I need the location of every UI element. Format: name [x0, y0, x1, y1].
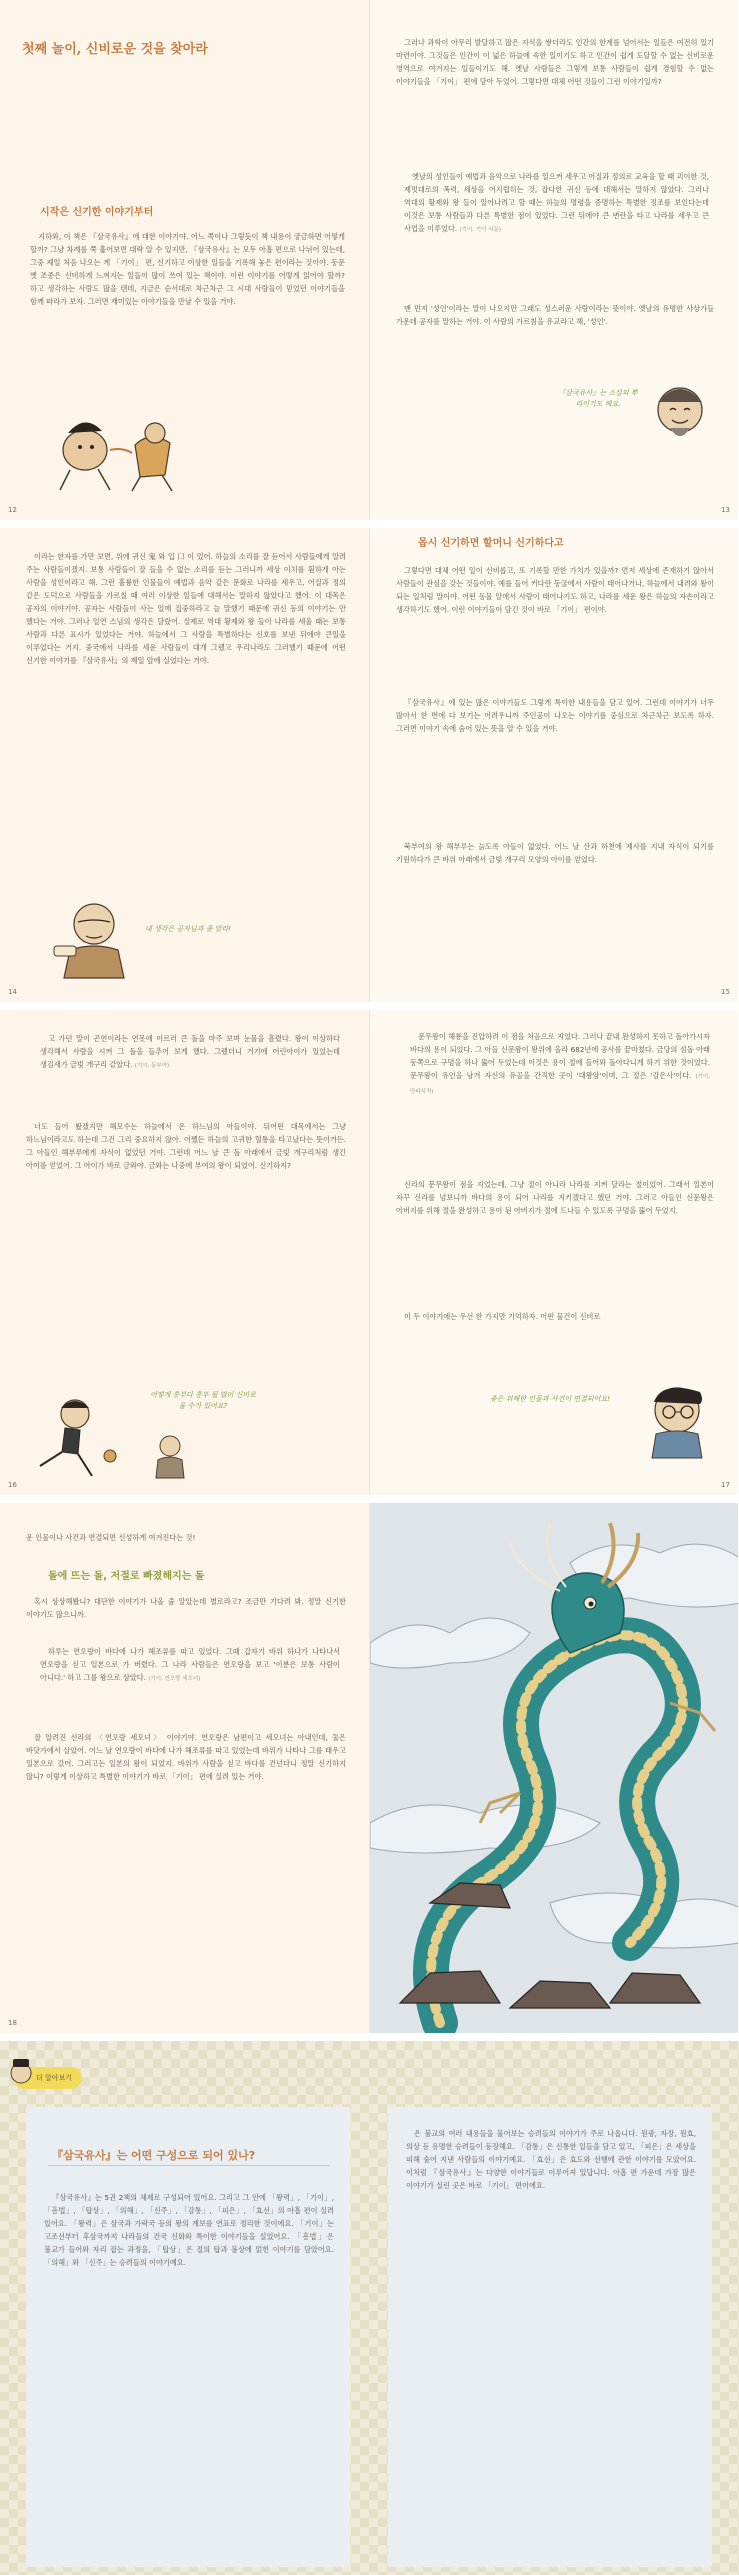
illustration-smiling-scholar [640, 370, 720, 450]
page-13-quote [404, 170, 709, 237]
spread-pages-16-17 [0, 1010, 739, 1495]
feature-samguk-yusa-structure [0, 2041, 739, 2575]
section-title-mystery: 몹시 신기하면 할머니 신기하다고 [418, 538, 564, 549]
page-number-13: 13 [721, 506, 730, 514]
feature-title: 『삼국유사』는 어떤 구성으로 되어 있나? [52, 2149, 256, 2162]
page-18-quote [40, 1645, 340, 1686]
page-19-dragon-illustration [369, 1503, 738, 2033]
page-14 [0, 528, 369, 1002]
quote-source: (기이, 만파식적) [410, 1074, 710, 1095]
page-16 [0, 1010, 369, 1495]
feature-box-left [26, 2107, 350, 2567]
page-13-body-1: 그러나 과학이 아무리 발달하고 많은 지식을 쌓더라도 인간의 한계를 넘어서는 일들은 여전히 있기 마련이야. 그것들은 인간이 이 넓은 하늘에 속한 일이기도 하고 인간이 쉽게 도달할 수 없는 신비로운 영역으로 여겨지는 일들이기도 해. 옛날 사람들은 그렇게 보통 사람들이 쉽게 경험할 수 없는 이야기들을 「기이」 편에 담아 두었어. 그렇다면 대체 어떤 것들이 그런 이야기일까? [396, 38, 714, 86]
page-17-body-3: 이 두 이야기에는 우선 한 가지만 기억하자. 어떤 물건이 신비로 [404, 1312, 601, 1321]
quote-source: (기이, 동부여) [134, 1063, 170, 1069]
page-18 [0, 1503, 369, 2033]
illustration-glasses-man [632, 1370, 722, 1460]
feature-left-body: 『삼국유사』는 5권 2책의 체제로 구성되어 있어요. 그리고 그 안에 「왕력」, 「기이」, 「흥법」, 「탑상」, 「의해」, 「신주」, 「감통」, 「피은」, 「효선」의 아홉 편이 실려 있어요. 「왕력」은 삼국과 가락국 등의 왕의 계보를 연표로 정리한 것이에요. 「기이」는 고조선부터 후삼국까지 나라들의 건국 신화와 특이한 이야기들을 실었어요. 「흥법」은 불교가 들어와 자리 잡는 과정을, 「탑상」은 절의 탑과 불상에 얽힌 이야기를 담았어요. 「의해」와 「신주」는 승려들의 이야기예요. [44, 2193, 334, 2267]
illustration-blue-dragon [370, 1503, 738, 2033]
caption-how-mysterious: 어떻게 흥부다 흥부 될 말이 신비로울 수가 있어요? [150, 1391, 256, 1410]
section-title-start: 시작은 신기한 이야기부터 [40, 207, 154, 218]
caption-novel-root: 『삼국유사』는 소설의 뿌리이기도 해요. [558, 389, 638, 408]
page-15-body-1: 그렇다면 대체 어떤 일이 신비롭고, 또 기록할 만한 가치가 있을까? 먼저 세상에 존재하기 않아서 사람들이 관심을 갖는 것들이야. 예를 들어 커다란 동굴에서 사람이 태어나거나, 하늘에서 내려와 왕이 되는 일처럼 말이야. 어떤 동물 알에서 사람이 태어나기도 하고, 나라를 세운 왕은 하늘의 자손이라고 생각하기도 했어. 이런 이야기들이 담긴 것이 바로 「기이」 편이야. [396, 566, 714, 614]
chapter-title: 첫째 놀이, 신비로운 것을 찾아라 [22, 42, 208, 57]
page-number-17: 17 [721, 1481, 730, 1489]
spread-pages-18-19 [0, 1503, 739, 2033]
page-18-body-1: 혹시 상상해봤니? 대단한 이야기가 나올 줄 알았는데 별로라고? 조금만 기다려 봐. 정말 신기한 이야기도 많으니까. [26, 1597, 346, 1619]
spread-pages-12-13 [0, 0, 739, 520]
page-18-intro: 운 인물이나 사건과 연결되면 신성하게 여겨진다는 것! [26, 1533, 196, 1542]
page-16-quote [40, 1032, 340, 1073]
page-number-14: 14 [8, 988, 17, 996]
page-14-body: 이라는 한자를 가만 보면, 위에 귀신 鬼 와 입 口 이 있어. 하늘의 소리를 잘 듣어서 사람들에게 알려 주는 사람들이겠지. 보통 사람들이 잘 들을 수 없는 소리를 듣는 그러니까 세상 이치를 훤하게 아는 사람을 성인이라고 해. 그런 훌륭한 인물들이 예법과 음악 같은 문화로 나라를 세우고, 어질과 정의 같은 도덕으로 사람들을 가르칠 때 여러 이상한 일들에 대해서는 말하지 않았다고 했어. 이 대목은 공자의 이야기야. 공자는 사람들이 사는 일에 집중하라고 늘 말했기 때문에 귀신 등의 이야기는 안 했다는 거야. 그러나 일연 스님의 생각은 달랐어. 실제로 역대 황제와 왕 들이 나라를 세울 때는 보통 사람과 다른 표시가 있었다는 거야. 하늘에서 그 사람을 특별하다는 신호를 보낸 뒤에야 큰일을 이루었다는 거지. 중국에서 나라를 세운 사람들이 대개 그랬고 우리나라도 그러했기 때문에 어떤 신기한 이야기를 『삼국유사』의 제일 앞에 실었다는 거야. [26, 552, 346, 665]
quote-text: 고 가던 말이 곤연이라는 연못에 이르러 큰 돌을 마주 보며 눈물을 흘렸다. 왕이 이상하다 생각해서 사람을 시켜 그 돌을 들추어 보게 했다. 그랬더니 거기에 어린아이가 있었는데 생김새가 금빛 개구리 같았다. [40, 1034, 340, 1069]
feature-right-body: 은 불교의 여러 내용들을 물어보는 승려들의 이야기가 주로 나옵니다. 원광, 자장, 원효, 의상 등 유명한 승려들이 등장해요. 「감통」은 신통한 일들을 담고 있고, 「피은」은 세상을 피해 숨어 지낸 사람들의 이야기예요. 「효선」은 효도와 선행에 관한 이야기를 모았어요. 이처럼 『삼국유사』는 다양한 이야기들로 이루어져 있답니다. 아홉 편 가운데 가장 많은 이야기가 실린 곳은 바로 「기이」 편이에요. [406, 2129, 696, 2190]
quote-source: (기이, 기이 서문) [459, 227, 501, 233]
feature-title-rule [48, 2165, 330, 2166]
page-16-body: 너도 들어 봤겠지만 해모수는 하늘에서 온 하느님의 아들이야. 뒤어떤 대목에서는 그냥 하느님이라고도 하는데 그건 그리 중요하지 않아. 어쨌든 하늘의 고귀한 혈통을 타고났다는 뜻이거든. 그 아들인 해부루에게 자식이 없었던 거야. 그런데 어느 날 큰 돌 아래에서 금빛 개구리처럼 생긴 아이를 얻었어. 그 아이가 바로 금와야. 금와는 나중에 부여의 왕이 되었어. 신기하지? [26, 1122, 346, 1170]
page-17-body-2: 신라의 문무왕이 점을 지었는데, 그냥 절이 아니라 나라를 지켜 달라는 절이었어. 그래서 일본이 자꾸 신라를 넘보니까 바다의 용이 되어 나라를 지키겠다고 했던 거야. 그러고 아들인 신문왕은 아버지를 위해 절을 완성하고 용이 된 아버지가 절에 드나들 수 있도록 구멍을 뚫어 두었지. [396, 1180, 714, 1215]
character-head-icon [8, 2057, 34, 2087]
page-number-18: 18 [8, 2019, 17, 2027]
page-15-body-2: 『삼국유사』에 있는 많은 이야기들도 그렇게 특이한 내용들을 담고 있어. 그런데 이야기가 너무 많아서 한 번에 다 보기는 어려우니까 주인공이 나오는 이야기를 중심으로 차근차근 보도록 하자. 그러면 이야기 속에 숨어 있는 뜻을 알 수 있을 거야. [396, 698, 714, 733]
page-number-15: 15 [721, 988, 730, 996]
page-15-body-3: 북부여의 왕 해부루는 늙도록 아들이 없었다. 어느 날 산과 하천에 제사를 지내 자식이 되기를 기원하다가 큰 바위 아래에서 금빛 개구리 모양의 아이를 얻었다. [396, 842, 714, 864]
page-12 [0, 0, 369, 520]
spread-pages-14-15 [0, 528, 739, 1002]
section-title-floating-stone: 돌에 뜨는 돌, 저절로 빠졌해지는 돌 [48, 1571, 205, 1582]
illustration-scholars-chasing [40, 395, 200, 495]
page-number-16: 16 [8, 1481, 17, 1489]
page-15 [369, 528, 738, 1002]
page-17 [369, 1010, 738, 1495]
illustration-kicking-boy [20, 1390, 130, 1480]
quote-source: (기이, 연오랑 세오녀) [148, 1676, 201, 1682]
illustration-small-figure [140, 1430, 200, 1480]
more-info-badge: 더 알아보기 [14, 2067, 82, 2089]
caption-connected-people: 좋은 위해한 인물과 사건이 연결되어요! [490, 1395, 610, 1403]
page-13-body-3: 맨 먼저 '성인'이라는 말이 나오지만 그래도 성스러운 사람이라는 뜻이야. 옛날의 유명한 사상가들 가운데 공자를 말하는 거야. 이 사람의 가르침을 유교라고 해, '성인'. [396, 304, 714, 326]
quote-text: 하루는 연오랑이 바다에 나가 해조류를 따고 있었다. 그때 갑자기 바위 하나가 나타나서 연오랑을 싣고 일본으로 가 버렸다. 그 나라 사람들은 연오랑을 보고 '이분은 보통 사람이 아니다.' 하고 그를 왕으로 삼았다. [40, 1647, 340, 1682]
caption-different-thinking: 내 생각은 공자님과 좀 달라! [145, 925, 232, 933]
illustration-monk-with-scroll [44, 890, 144, 980]
page-18-body-2: 잘 알려진 신라의 〈연오랑 세오녀〉 이야기야. 연오랑은 남편이고 세오녀는 아내인데, 둘은 바닷가에서 살았어. 어느 날 연오랑이 바다에 나가 해조류를 따고 있었는데 바위가 나타나 그를 태우고 일본으로 갔어. 그러고는 일본의 왕이 되었지. 바위가 사람을 싣고 바다를 건넌다니 정말 신기하지 않니? 이렇게 이상하고 특별한 이야기가 바로 「기이」 편에 실려 있는 거야. [26, 1733, 346, 1781]
quote-text: 옛날의 성인들이 예법과 음악으로 나라를 일으켜 세우고 어질과 정의로 교육을 할 때 괴이한 것, 제멋대로의 폭력, 세상을 어지럽히는 것, 잡다한 귀신 등에 대해서는 말하지 않았다. 그러나 역대의 황제와 왕 들이 일어나려고 할 때는 하늘의 명령을 증명하는 특별한 징조를 보인다는데 이것은 보통 사람들과 다른 특별한 점이 있었다. 그런 뒤에야 큰 변란을 타고 나라를 세우고 큰 사업을 이루었다. [404, 172, 709, 233]
page-13 [369, 0, 738, 520]
quote-text: 문무왕이 해룡을 진압하려 이 점을 처음으로 지었다. 그러나 끝내 완성하지 못하고 돌아가시자 바다의 용이 되었다. 그 아들 신문왕이 왕위에 올라 682년에 공사를 끝마쳤다. 금당의 섬돌 아래 동쪽으로 구멍을 하나 뚫어 두었는데 이것은 용이 절에 들어와 돌아다니게 하기 위한 것이었다. 문무왕이 유언을 남겨 자신의 유골을 간직한 곳이 '대왕암'이며, 그 절은 '감은사'이다. [410, 1032, 710, 1080]
page-number-12: 12 [8, 506, 17, 514]
page-12-body: 지하와, 이 책은 『삼국유사』에 대한 이야기야. 어느 쪽이나 그렇듯이 책 내용이 궁금하면 어떻게 할까? 그냥 차례를 쭉 훑어보면 대략 알 수 있지만, 『삼국유사』는 모두 아홉 편으로 나뉘어 있는데, 그중 제일 처음 나오는 게 「기이」 편, 신기하고 이상한 일들을 기록해 놓은 편이라는 것이야. 동문 옛 조종은 신비하게 느껴지는 일들이 많이 쓰여 있는 책이야. 이런 이야기를 어떻게 읽어야 할까? 하고 생각하는 사람도 많을 텐데, 지금은 순서대로 차근차근 그 시대 사람들이 믿었던 이야기들을 함께 따라가 보자. 그러면 재미있는 이야기들을 만날 수 있을 거야. [30, 232, 345, 306]
page-17-quote [410, 1030, 710, 1099]
